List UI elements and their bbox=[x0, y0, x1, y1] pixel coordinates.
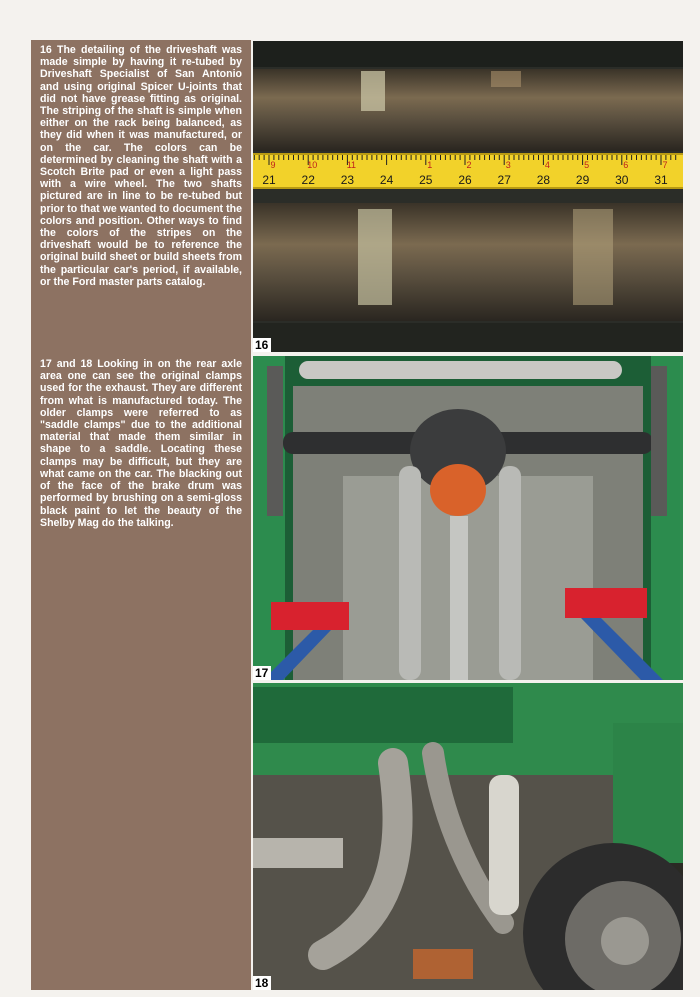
exhaust-brake-illustration bbox=[253, 683, 683, 990]
tape-small-label: 1 bbox=[427, 160, 433, 170]
photo-number-18: 18 bbox=[253, 976, 271, 990]
tape-inch-label: 25 bbox=[419, 173, 433, 187]
photo-number-17: 17 bbox=[253, 666, 271, 680]
caption-17-18: 17 and 18 Looking in on the rear axle area one can see the original clamps used for the exhaust. They are different from what is manufactured today. The older clamps were referred to as "saddle clamps" due to the additional material that made them similar in shape to a saddle. Locating these clamps may be difficult, but they are what came on the car. The blacking out of the face of the brake drum was performed by brushing on a semi-gloss black paint to let the beauty of the Shelby Mag do the talking. bbox=[40, 358, 242, 529]
tape-small-label: 7 bbox=[662, 160, 668, 170]
rear-axle-illustration bbox=[253, 356, 683, 680]
tape-inch-label: 24 bbox=[379, 173, 394, 187]
tape-inch-label: 22 bbox=[301, 173, 315, 187]
tape-small-label: 11 bbox=[346, 160, 357, 170]
tape-inch-label: 31 bbox=[654, 173, 668, 187]
tape-small-label: 10 bbox=[307, 160, 318, 170]
tape-small-label: 3 bbox=[505, 160, 511, 170]
tape-inch-label: 30 bbox=[615, 173, 629, 187]
photo-18-exhaust-brake bbox=[253, 683, 683, 990]
tape-small-label: 2 bbox=[466, 160, 472, 170]
tape-inch-label: 26 bbox=[458, 173, 472, 187]
tape-small-label: 6 bbox=[623, 160, 629, 170]
tape-small-label: 9 bbox=[270, 160, 276, 170]
driveshaft-illustration bbox=[253, 41, 683, 352]
photo-16-driveshaft bbox=[253, 41, 683, 352]
photo-number-16: 16 bbox=[253, 338, 271, 352]
tape-inch-label: 29 bbox=[575, 173, 590, 187]
tape-inch-label: 27 bbox=[497, 173, 511, 187]
photo-17-rear-axle bbox=[253, 356, 683, 680]
tape-small-label: 4 bbox=[544, 160, 550, 170]
tape-small-label: 5 bbox=[584, 160, 590, 170]
tape-inch-label: 21 bbox=[262, 173, 276, 187]
tape-inch-label: 23 bbox=[340, 173, 355, 187]
caption-sidebar bbox=[31, 40, 251, 990]
caption-16: 16 The detailing of the driveshaft was made simple by having it re-tubed by Driveshaft Specialist of San Antonio and using original Spicer U-joints that did not have grease fitting as original. The striping of the shaft is simple when either on the rack being balanced, as they did when it was manufactured, or on the car. The colors can be determined by cleaning the shaft with a Scotch Brite pad or even a light pass with a wire wheel. The two shafts pictured are in line to be re-tubed but prior to that we wanted to document the colors and position. Other ways to find the colors of the stripes on the driveshaft would be to reference the original build sheet or build sheets from the particular car's period, if available, or the Ford master parts catalog. bbox=[40, 44, 242, 288]
tape-inch-label: 28 bbox=[536, 173, 551, 187]
